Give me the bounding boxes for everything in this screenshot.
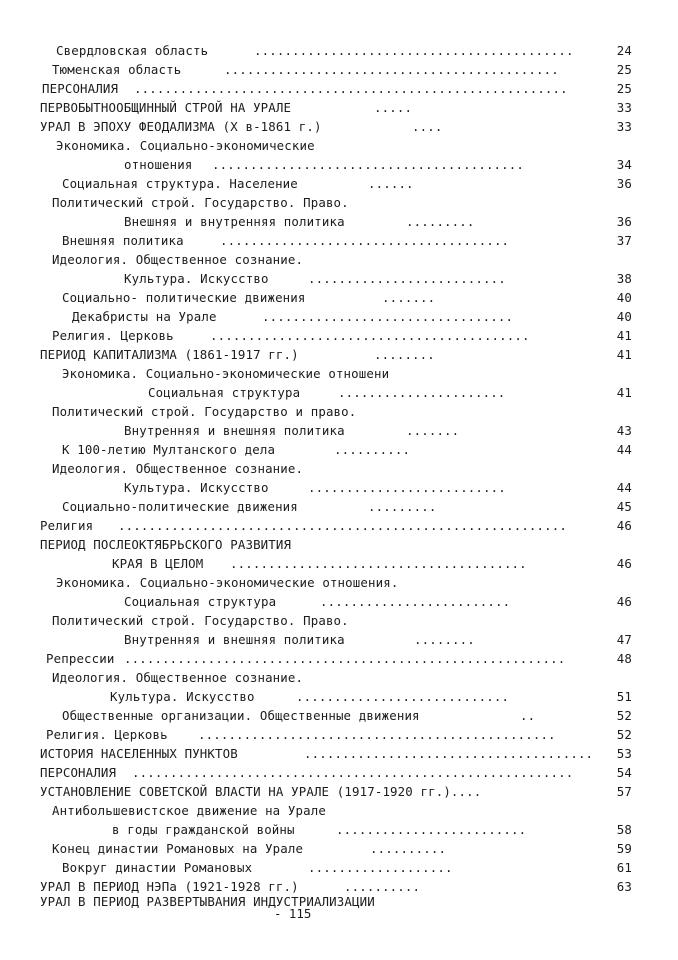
toc-entry: Политический строй. Государство. Право. [52, 195, 349, 210]
toc-entry: в годы гражданской войны ......................... 58 [112, 822, 632, 837]
toc-entry: Идеология. Общественное сознание. [52, 461, 304, 476]
toc-entry: ИСТОРИЯ НАСЕЛЕННЫХ ПУНКТОВ ...................................... 53 [40, 746, 632, 761]
toc-entry: ПЕРСОНАЛИЯ .......................................................... 54 [40, 765, 632, 780]
toc-entry: ПЕРИОД ПОСЛЕОКТЯБРЬСКОГО РАЗВИТИЯ [40, 537, 292, 552]
toc-entry: Экономика. Социально-экономические отношения. [56, 575, 399, 590]
toc-entry: УРАЛ В ЭПОХУ ФЕОДАЛИЗМА (Х в-1861 г.) .... 33 [40, 119, 632, 134]
toc-entry: УРАЛ В ПЕРИОД НЭПа (1921-1928 гг.) .......... 63 [40, 879, 632, 894]
toc-entry: УРАЛ В ПЕРИОД РАЗВЕРТЫВАНИЯ ИНДУСТРИАЛИЗАЦИИ [40, 894, 375, 909]
toc-entry: Репрессии .......................................................... 48 [46, 651, 632, 666]
toc-entry: Идеология. Общественное сознание. [52, 252, 304, 267]
toc-entry: Социальная структура ...................... 41 [148, 385, 632, 400]
toc-entry: Религия ........................................................... 46 [40, 518, 632, 533]
toc-entry: К 100-летию Мултанского дела .......... 44 [62, 442, 632, 457]
toc-entry: Декабристы на Урале ................................. 40 [72, 309, 632, 324]
toc-entry: Социальная структура ......................... 46 [124, 594, 632, 609]
toc-entry: ПЕРСОНАЛИЯ ......................................................... 25 [42, 81, 632, 96]
toc-entry: ПЕРИОД КАПИТАЛИЗМА (1861-1917 гг.) ........ 41 [40, 347, 632, 362]
toc-entry: УСТАНОВЛЕНИЕ СОВЕТСКОЙ ВЛАСТИ НА УРАЛЕ (1917-1920 гг.).... 57 [40, 784, 632, 799]
toc-entry: Конец династии Романовых на Урале .......... 59 [52, 841, 632, 856]
toc-entry: ПЕРВОБЫТНООБЩИННЫЙ СТРОЙ НА УРАЛЕ ..... 33 [40, 100, 632, 115]
toc-entry: Экономика. Социально-экономические отношени [62, 366, 390, 381]
toc-entry: Экономика. Социально-экономические [56, 138, 315, 153]
toc-entry: Тюменская область ............................................ 25 [52, 62, 632, 77]
toc-entry: Политический строй. Государство и право. [52, 404, 357, 419]
toc-entry: Культура. Искусство .......................... 44 [124, 480, 632, 495]
toc-entry: Внешняя и внутренняя политика ......... 36 [124, 214, 632, 229]
toc-entry: Культура. Искусство ............................ 51 [110, 689, 632, 704]
toc-entry: Религия. Церковь ............................................... 52 [46, 727, 632, 742]
toc-entry: Политический строй. Государство. Право. [52, 613, 349, 628]
toc-entry: Религия. Церковь .......................................... 41 [52, 328, 632, 343]
toc-entry: КРАЯ В ЦЕЛОМ ....................................... 46 [112, 556, 632, 571]
page-number: - 115 [274, 906, 312, 921]
toc-entry: Социально-политические движения ......... 45 [62, 499, 632, 514]
toc-entry: Социальная структура. Население ...... 36 [62, 176, 632, 191]
toc-entry: Социально- политические движения ....... 40 [62, 290, 632, 305]
toc-entry: отношения ......................................... 34 [124, 157, 632, 172]
toc-entry: Вокруг династии Романовых ................... 61 [62, 860, 632, 875]
toc-entry: Общественные организации. Общественные движения .. 52 [62, 708, 632, 723]
toc-entry: Внутренняя и внешняя политика ....... 43 [124, 423, 632, 438]
toc-entry: Внешняя политика ...................................... 37 [62, 233, 632, 248]
toc-entry: Идеология. Общественное сознание. [52, 670, 304, 685]
toc-entry: Внутренняя и внешняя политика ........ 47 [124, 632, 632, 647]
toc-entry: Свердловская область .......................................... 24 [56, 43, 632, 58]
toc-entry: Антибольшевистское движение на Урале [52, 803, 326, 818]
toc-entry: Культура. Искусство .......................... 38 [124, 271, 632, 286]
